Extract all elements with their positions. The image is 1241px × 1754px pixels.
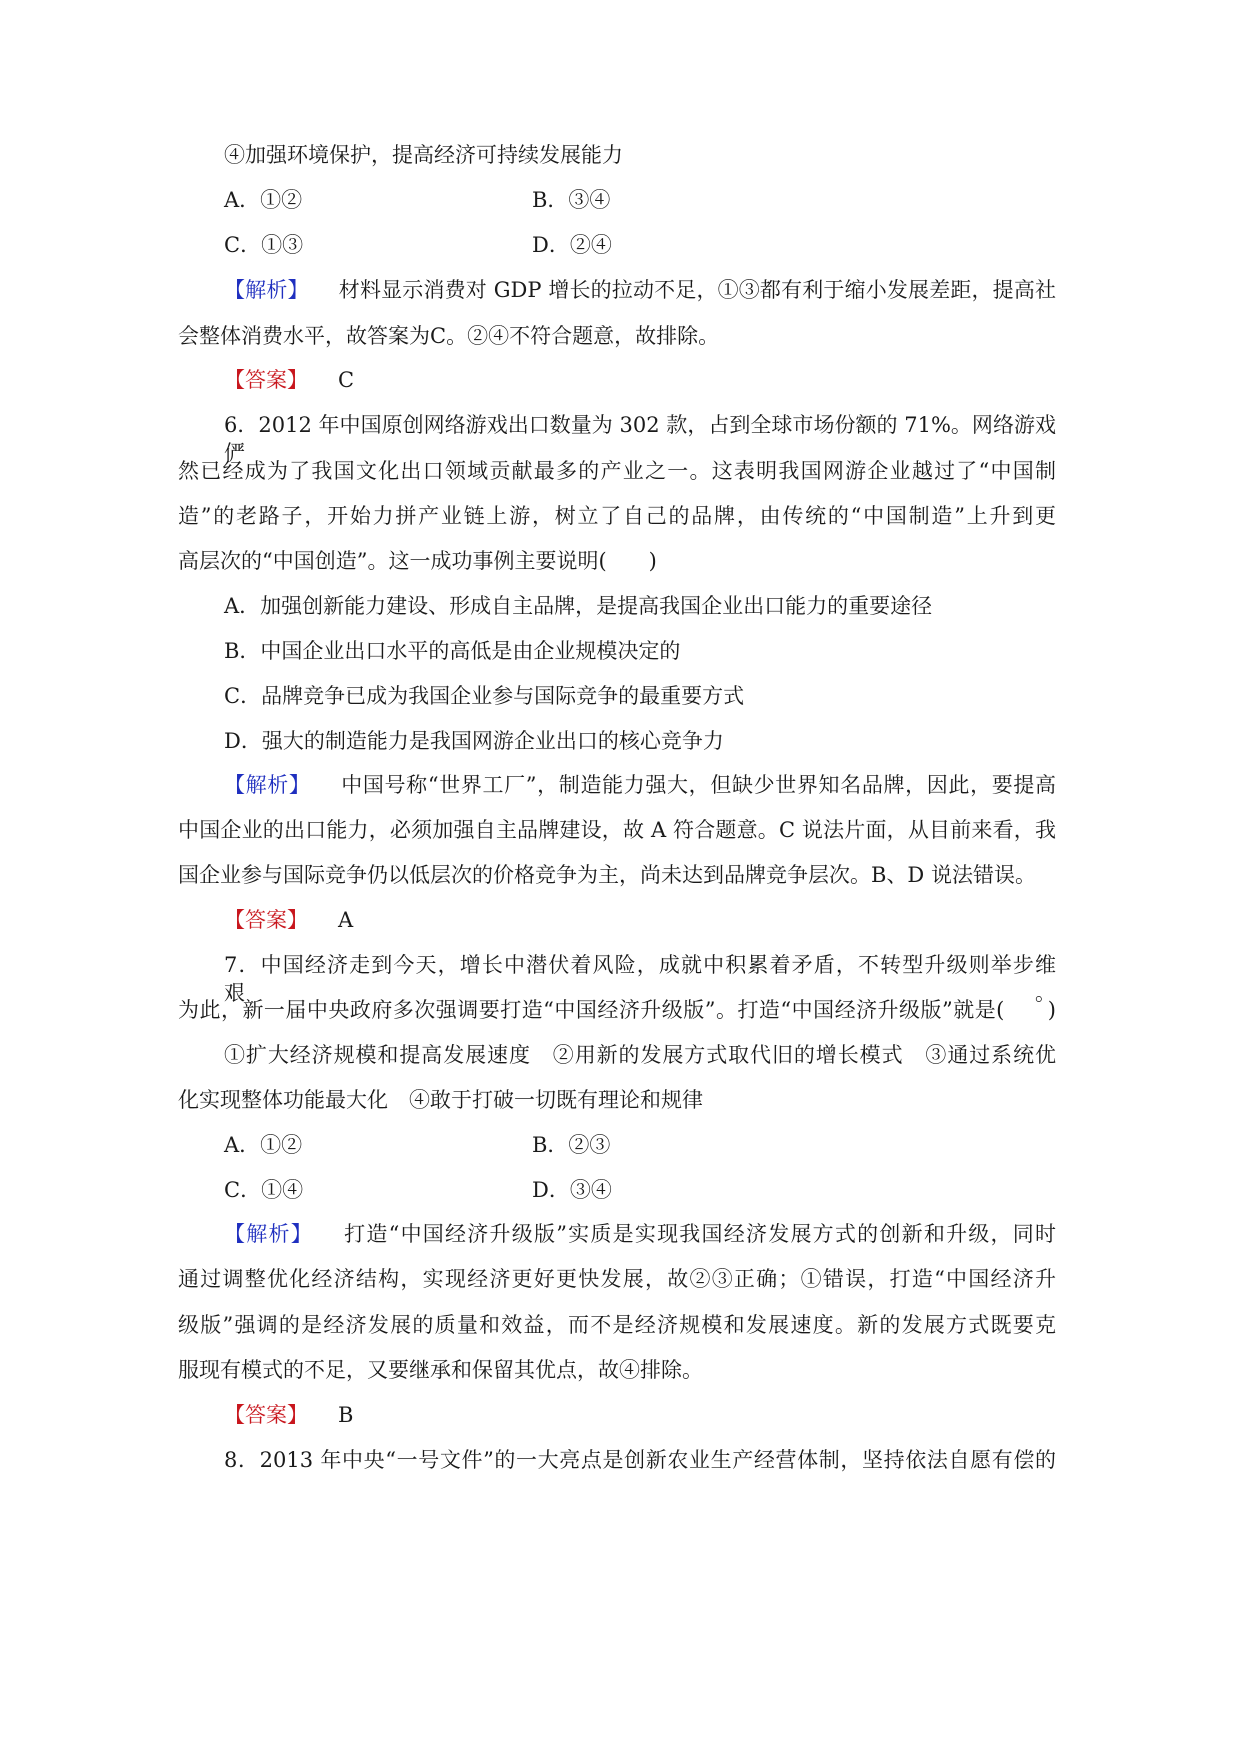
q7-analysis-tag: 【解析】: [224, 1222, 313, 1246]
q5-item-4: ④加强环境保护，提高经济可持续发展能力: [224, 143, 623, 167]
q5-options-row-1: [224, 186, 824, 214]
q6-stem-line-2: 然已经成为了我国文化出口领域贡献最多的产业之一。这表明我国网游企业越过了“中国制: [178, 459, 1056, 483]
q7-answer-line: [224, 1401, 353, 1429]
q6-analysis-tag: 【解析】: [224, 773, 311, 797]
q6-analysis-line-1: [224, 771, 1056, 799]
q7-analysis-text-1: 打造“中国经济升级版”实质是实现我国经济发展方式的创新和升级，同时: [342, 1222, 1056, 1246]
q5-answer-value: C: [338, 368, 355, 392]
q7-stem-line-1: 7．中国经济走到今天，增长中潜伏着风险，成就中积累着矛盾，不转型升级则举步维艰。: [224, 953, 1056, 1005]
q7-answer-value: B: [338, 1403, 354, 1427]
q6-stem-line-3: 造”的老路子，开始力拼产业链上游，树立了自己的品牌，由传统的“中国制造”上升到更: [178, 504, 1056, 528]
q7-stem-line-2: 为此，新一届中央政府多次强调要打造“中国经济升级版”。打造“中国经济升级版”就是( ): [178, 998, 1056, 1022]
q7-items-line-1: ①扩大经济规模和提高发展速度 ②用新的发展方式取代旧的增长模式 ③通过系统优: [224, 1043, 1056, 1067]
q7-options-row-1: [224, 1131, 824, 1159]
q6-option-a: A．加强创新能力建设、形成自主品牌，是提高我国企业出口能力的重要途径: [224, 594, 933, 618]
q5-options-row-2: [224, 231, 824, 259]
q8-stem-line-1: 8．2013 年中央“一号文件”的一大亮点是创新农业生产经营体制，坚持依法自愿有偿的: [224, 1448, 1056, 1472]
q5-analysis-line-1: [224, 276, 1056, 304]
q7-analysis-line-3: 级版”强调的是经济发展的质量和效益，而不是经济规模和发展速度。新的发展方式既要克: [178, 1313, 1056, 1337]
q7-analysis-line-2: 通过调整优化经济结构，实现经济更好更快发展，故②③正确；①错误，打造“中国经济升: [178, 1267, 1056, 1291]
q7-option-d: D．③④: [532, 1178, 612, 1202]
q6-option-b: B．中国企业出口水平的高低是由企业规模决定的: [224, 639, 681, 663]
q5-analysis-tag: 【解析】: [224, 278, 309, 302]
q6-option-c: C．品牌竞争已成为我国企业参与国际竞争的最重要方式: [224, 684, 745, 708]
q6-answer-tag: 【答案】: [224, 908, 308, 932]
q5-answer-tag: 【答案】: [224, 368, 308, 392]
q7-analysis-line-4: 服现有模式的不足，又要继承和保留其优点，故④排除。: [178, 1358, 703, 1382]
q7-option-a: A．①②: [224, 1133, 303, 1157]
q7-option-c: C．①④: [224, 1178, 304, 1202]
q7-options-row-2: [224, 1176, 824, 1204]
q7-analysis-line-1: [224, 1220, 1056, 1248]
q6-stem-line-4: 高层次的“中国创造”。这一成功事例主要说明( ): [178, 549, 657, 573]
q6-stem-line-1: 6．2012 年中国原创网络游戏出口数量为 302 款，占到全球市场份额的 71%。网络游戏俨: [224, 413, 1056, 465]
q7-option-b: B．②③: [532, 1133, 611, 1157]
q6-option-d: D．强大的制造能力是我国网游企业出口的核心竞争力: [224, 729, 724, 753]
q5-option-c: C．①③: [224, 233, 304, 257]
q6-analysis-line-2: 中国企业的出口能力，必须加强自主品牌建设，故 A 符合题意。C 说法片面，从目前来看，我: [178, 818, 1056, 842]
q5-analysis-line-2: 会整体消费水平，故答案为C。②④不符合题意，故排除。: [178, 324, 720, 348]
q5-option-b: B．③④: [532, 188, 611, 212]
q5-analysis-text-1: 材料显示消费对 GDP 增长的拉动不足，①③都有利于缩小发展差距，提高社: [338, 278, 1056, 302]
q5-option-a: A．①②: [224, 188, 303, 212]
q7-answer-tag: 【答案】: [224, 1403, 308, 1427]
q5-option-d: D．②④: [532, 233, 612, 257]
q6-answer-line: [224, 906, 353, 934]
q6-analysis-line-3: 国企业参与国际竞争仍以低层次的价格竞争为主，尚未达到品牌竞争层次。B、D 说法错误。: [178, 863, 1036, 887]
q6-analysis-text-1: 中国号称“世界工厂”，制造能力强大，但缺少世界知名品牌，因此，要提高: [340, 773, 1057, 797]
q6-answer-value: A: [338, 908, 354, 932]
q5-answer-line: [224, 366, 354, 394]
q7-items-line-2: 化实现整体功能最大化 ④敢于打破一切既有理论和规律: [178, 1088, 703, 1112]
